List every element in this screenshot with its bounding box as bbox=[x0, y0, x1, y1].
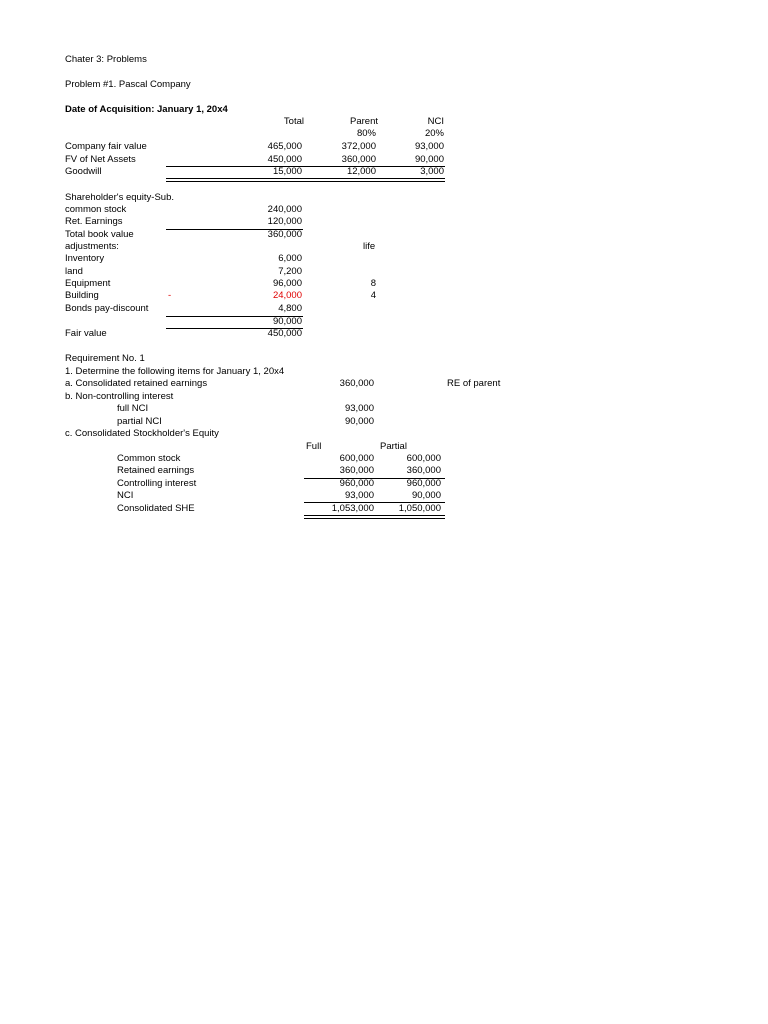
she-row-label: Controlling interest bbox=[117, 478, 197, 489]
nci-value: 93,000 bbox=[414, 141, 444, 152]
she-full-value: 1,053,000 bbox=[331, 503, 374, 514]
she-partial-value: 1,050,000 bbox=[398, 503, 441, 514]
double-rule bbox=[304, 515, 445, 519]
full-nci-label: full NCI bbox=[117, 403, 149, 414]
adjustments-label: adjustments: bbox=[65, 241, 119, 252]
full-nci-value: 93,000 bbox=[344, 403, 374, 414]
nci-percent: 20% bbox=[424, 128, 444, 139]
life-header: life bbox=[363, 241, 376, 252]
adjustment-label: Inventory bbox=[65, 253, 105, 264]
she-full-value: 360,000 bbox=[339, 465, 374, 476]
row-label: Company fair value bbox=[65, 141, 147, 152]
she-full-value: 600,000 bbox=[339, 453, 374, 464]
req-c-label: c. Consolidated Stockholder's Equity bbox=[65, 428, 219, 439]
problem-title: Problem #1. Pascal Company bbox=[65, 79, 191, 90]
negative-marker: - bbox=[168, 290, 172, 301]
parent-value: 12,000 bbox=[346, 166, 376, 177]
adjustment-label: Bonds pay-discount bbox=[65, 303, 149, 314]
row-label: FV of Net Assets bbox=[65, 154, 136, 165]
col-full-header: Full bbox=[306, 441, 322, 452]
fair-value-value: 450,000 bbox=[267, 328, 302, 339]
adjustment-label: land bbox=[65, 266, 83, 277]
she-row-label: Retained earnings bbox=[117, 465, 195, 476]
requirement-title: Requirement No. 1 bbox=[65, 353, 145, 364]
chapter-title: Chater 3: Problems bbox=[65, 54, 147, 65]
col-parent-header: Parent bbox=[350, 116, 378, 127]
she-partial-value: 360,000 bbox=[406, 465, 441, 476]
partial-nci-label: partial NCI bbox=[117, 416, 162, 427]
she-row-label: NCI bbox=[117, 490, 134, 501]
adjustment-life: 4 bbox=[370, 290, 376, 301]
equity-heading: Shareholder's equity-Sub. bbox=[65, 192, 175, 203]
adjustment-label: Building bbox=[65, 290, 99, 301]
col-nci-header: NCI bbox=[427, 116, 444, 127]
she-full-value: 93,000 bbox=[344, 490, 374, 501]
req-a-label: a. Consolidated retained earnings bbox=[65, 378, 208, 389]
parent-value: 360,000 bbox=[341, 154, 376, 165]
nci-value: 3,000 bbox=[420, 166, 444, 177]
ret-earnings-value: 120,000 bbox=[267, 216, 302, 227]
adjustment-value: 4,800 bbox=[278, 303, 302, 314]
adjustment-value: 6,000 bbox=[278, 253, 302, 264]
req-a-value: 360,000 bbox=[339, 378, 374, 389]
total-value: 465,000 bbox=[267, 141, 302, 152]
partial-nci-value: 90,000 bbox=[344, 416, 374, 427]
acquisition-date: Date of Acquisition: January 1, 20x4 bbox=[65, 104, 228, 115]
nci-value: 90,000 bbox=[414, 154, 444, 165]
col-partial-header: Partial bbox=[380, 441, 407, 452]
total-value: 15,000 bbox=[272, 166, 302, 177]
requirement-item1: 1. Determine the following items for January 1, 20x4 bbox=[65, 366, 285, 377]
double-rule bbox=[166, 178, 445, 182]
fair-value-label: Fair value bbox=[65, 328, 107, 339]
parent-percent: 80% bbox=[356, 128, 376, 139]
row-label: Goodwill bbox=[65, 166, 102, 177]
req-b-label: b. Non-controlling interest bbox=[65, 391, 174, 402]
she-row-label: Common stock bbox=[117, 453, 181, 464]
adjustment-label: Equipment bbox=[65, 278, 111, 289]
common-stock-value: 240,000 bbox=[267, 204, 302, 215]
total-book-value: 360,000 bbox=[267, 229, 302, 240]
adjustment-value: 24,000 bbox=[272, 290, 302, 301]
adjustment-value: 96,000 bbox=[272, 278, 302, 289]
she-full-value: 960,000 bbox=[339, 478, 374, 489]
col-total-header: Total bbox=[283, 116, 304, 127]
she-partial-value: 600,000 bbox=[406, 453, 441, 464]
ret-earnings-label: Ret. Earnings bbox=[65, 216, 123, 227]
req-a-note: RE of parent bbox=[447, 378, 501, 389]
adjustment-value: 7,200 bbox=[278, 266, 302, 277]
parent-value: 372,000 bbox=[341, 141, 376, 152]
total-value: 450,000 bbox=[267, 154, 302, 165]
common-stock-label: common stock bbox=[65, 204, 127, 215]
she-row-label: Consolidated SHE bbox=[117, 503, 195, 514]
adjustments-total: 90,000 bbox=[272, 316, 302, 327]
she-partial-value: 960,000 bbox=[406, 478, 441, 489]
she-partial-value: 90,000 bbox=[411, 490, 441, 501]
total-book-label: Total book value bbox=[65, 229, 134, 240]
adjustment-life: 8 bbox=[370, 278, 376, 289]
